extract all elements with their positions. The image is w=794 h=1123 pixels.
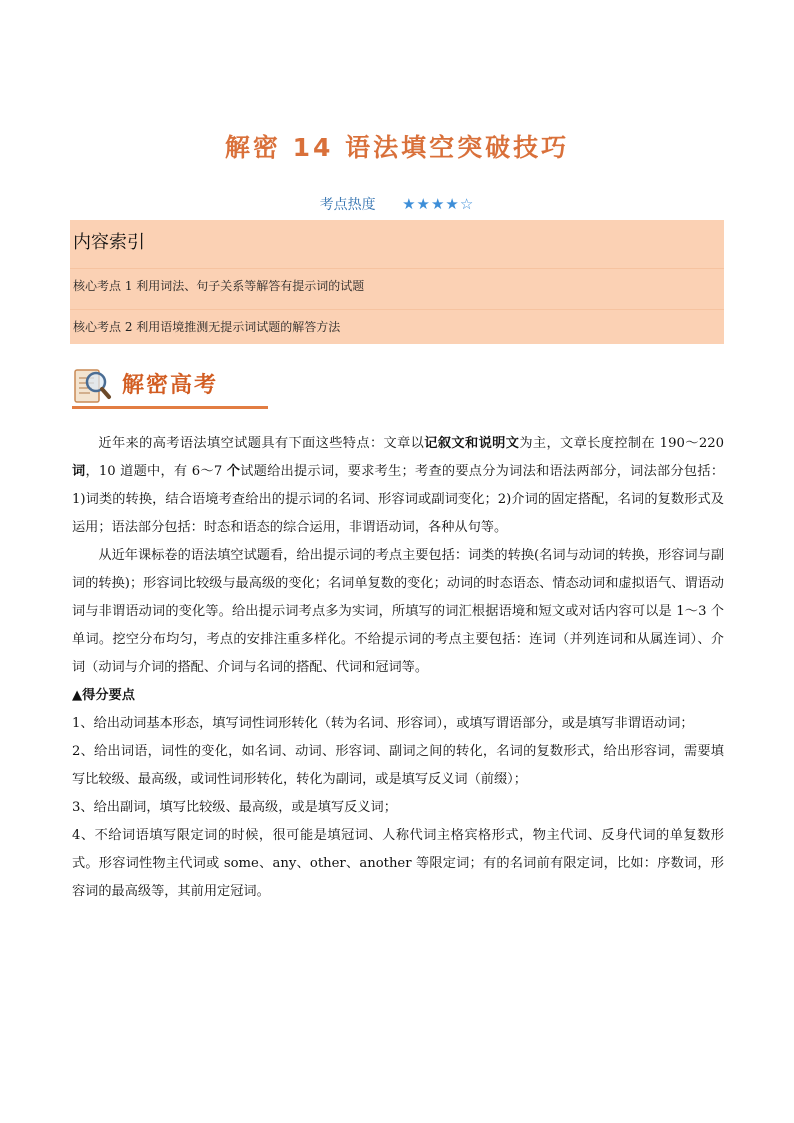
section-title: 解密高考 xyxy=(122,373,219,398)
index-item-2[interactable]: 核心考点 2 利用语境推测无提示词试题的解答方法 xyxy=(73,320,341,334)
p1-part-a: 近年来的高考语法填空试题具有下面这些特点：文章以 xyxy=(98,436,425,451)
heat-label: 考点热度 xyxy=(319,197,376,213)
heat-rating xyxy=(0,194,794,214)
index-item-1[interactable]: 核心考点 1 利用词法、句子关系等解答有提示词的试题 xyxy=(70,269,724,310)
section-banner xyxy=(72,358,268,412)
points-heading: ▲得分要点 xyxy=(72,688,135,703)
section-divider xyxy=(72,406,268,409)
p1-part-e: ，10 道题中，有 6～7 xyxy=(85,464,227,479)
p1-bold-genre: 记叙文和说明文 xyxy=(424,436,520,451)
body-text xyxy=(72,430,724,906)
paragraph-1 xyxy=(72,430,724,542)
p1-part-g: 试题给出提示词，要求考生；考查的要点分为词法和语法两部分，词法部分包括：1)词类的转换，结合语境考查给出的提示词的名词、形容词或副词变化；2)介词的固定搭配，名词的复数形式及运用；语法部分包括：时态和语态的综合运用，非谓语动词，各种从句等。 xyxy=(72,464,725,535)
point-item-2: 2、给出词语，词性的变化，如名词、动词、形容词、副词之间的转化，名词的复数形式，给出形容词，需要填写比较级、最高级，或词性词形转化，转化为副词，或是填写反义词（前缀）； xyxy=(72,744,724,787)
star-rating-icon: ★★★★☆ xyxy=(402,195,475,213)
point-item-1: 1、给出动词基本形态，填写词性词形转化（转为名词、形容词），或填写谓语部分，或是填写非谓语动词； xyxy=(72,716,694,731)
magnifier-notepad-icon xyxy=(72,364,112,408)
p1-bold-count: 个 xyxy=(226,464,241,479)
point-item-4: 4、不给词语填写限定词的时候，很可能是填冠词、人称代词主格宾格形式，物主代词、反身代词的单复数形式。形容词性物主代词或 some、any、other、another 等限定词；有的名词前有限定词，比如：序数词，形容词的最高级等，其前用定冠词。 xyxy=(72,828,724,899)
index-heading: 内容索引 xyxy=(70,220,724,269)
paragraph-2: 从近年课标卷的语法填空试题看，给出提示词的考点主要包括：词类的转换(名词与动词的转换，形容词与副词的转换)；形容词比较级与最高级的变化；名词单复数的变化；动词的时态语态、情态动词和虚拟语气、谓语动词与非谓语动词的变化等。给出提示词考点多为实词，所填写的词汇根据语境和短文或对话内容可以是 1～3 个单词。挖空分布均匀，考点的安排注重多样化。不给提示词的考点主要包括：连词（并列连词和从属连词）、介词（动词与介词的搭配、介词与名词的搭配、代词和冠词等。 xyxy=(72,548,724,675)
p1-bold-word: 词 xyxy=(72,464,86,479)
p1-part-c: 为主，文章长度控制在 190～220 xyxy=(519,436,724,451)
page-title: 解密 14 语法填空突破技巧 xyxy=(224,133,570,162)
point-item-3: 3、给出副词，填写比较级、最高级，或是填写反义词； xyxy=(72,800,397,815)
content-index xyxy=(70,220,724,344)
